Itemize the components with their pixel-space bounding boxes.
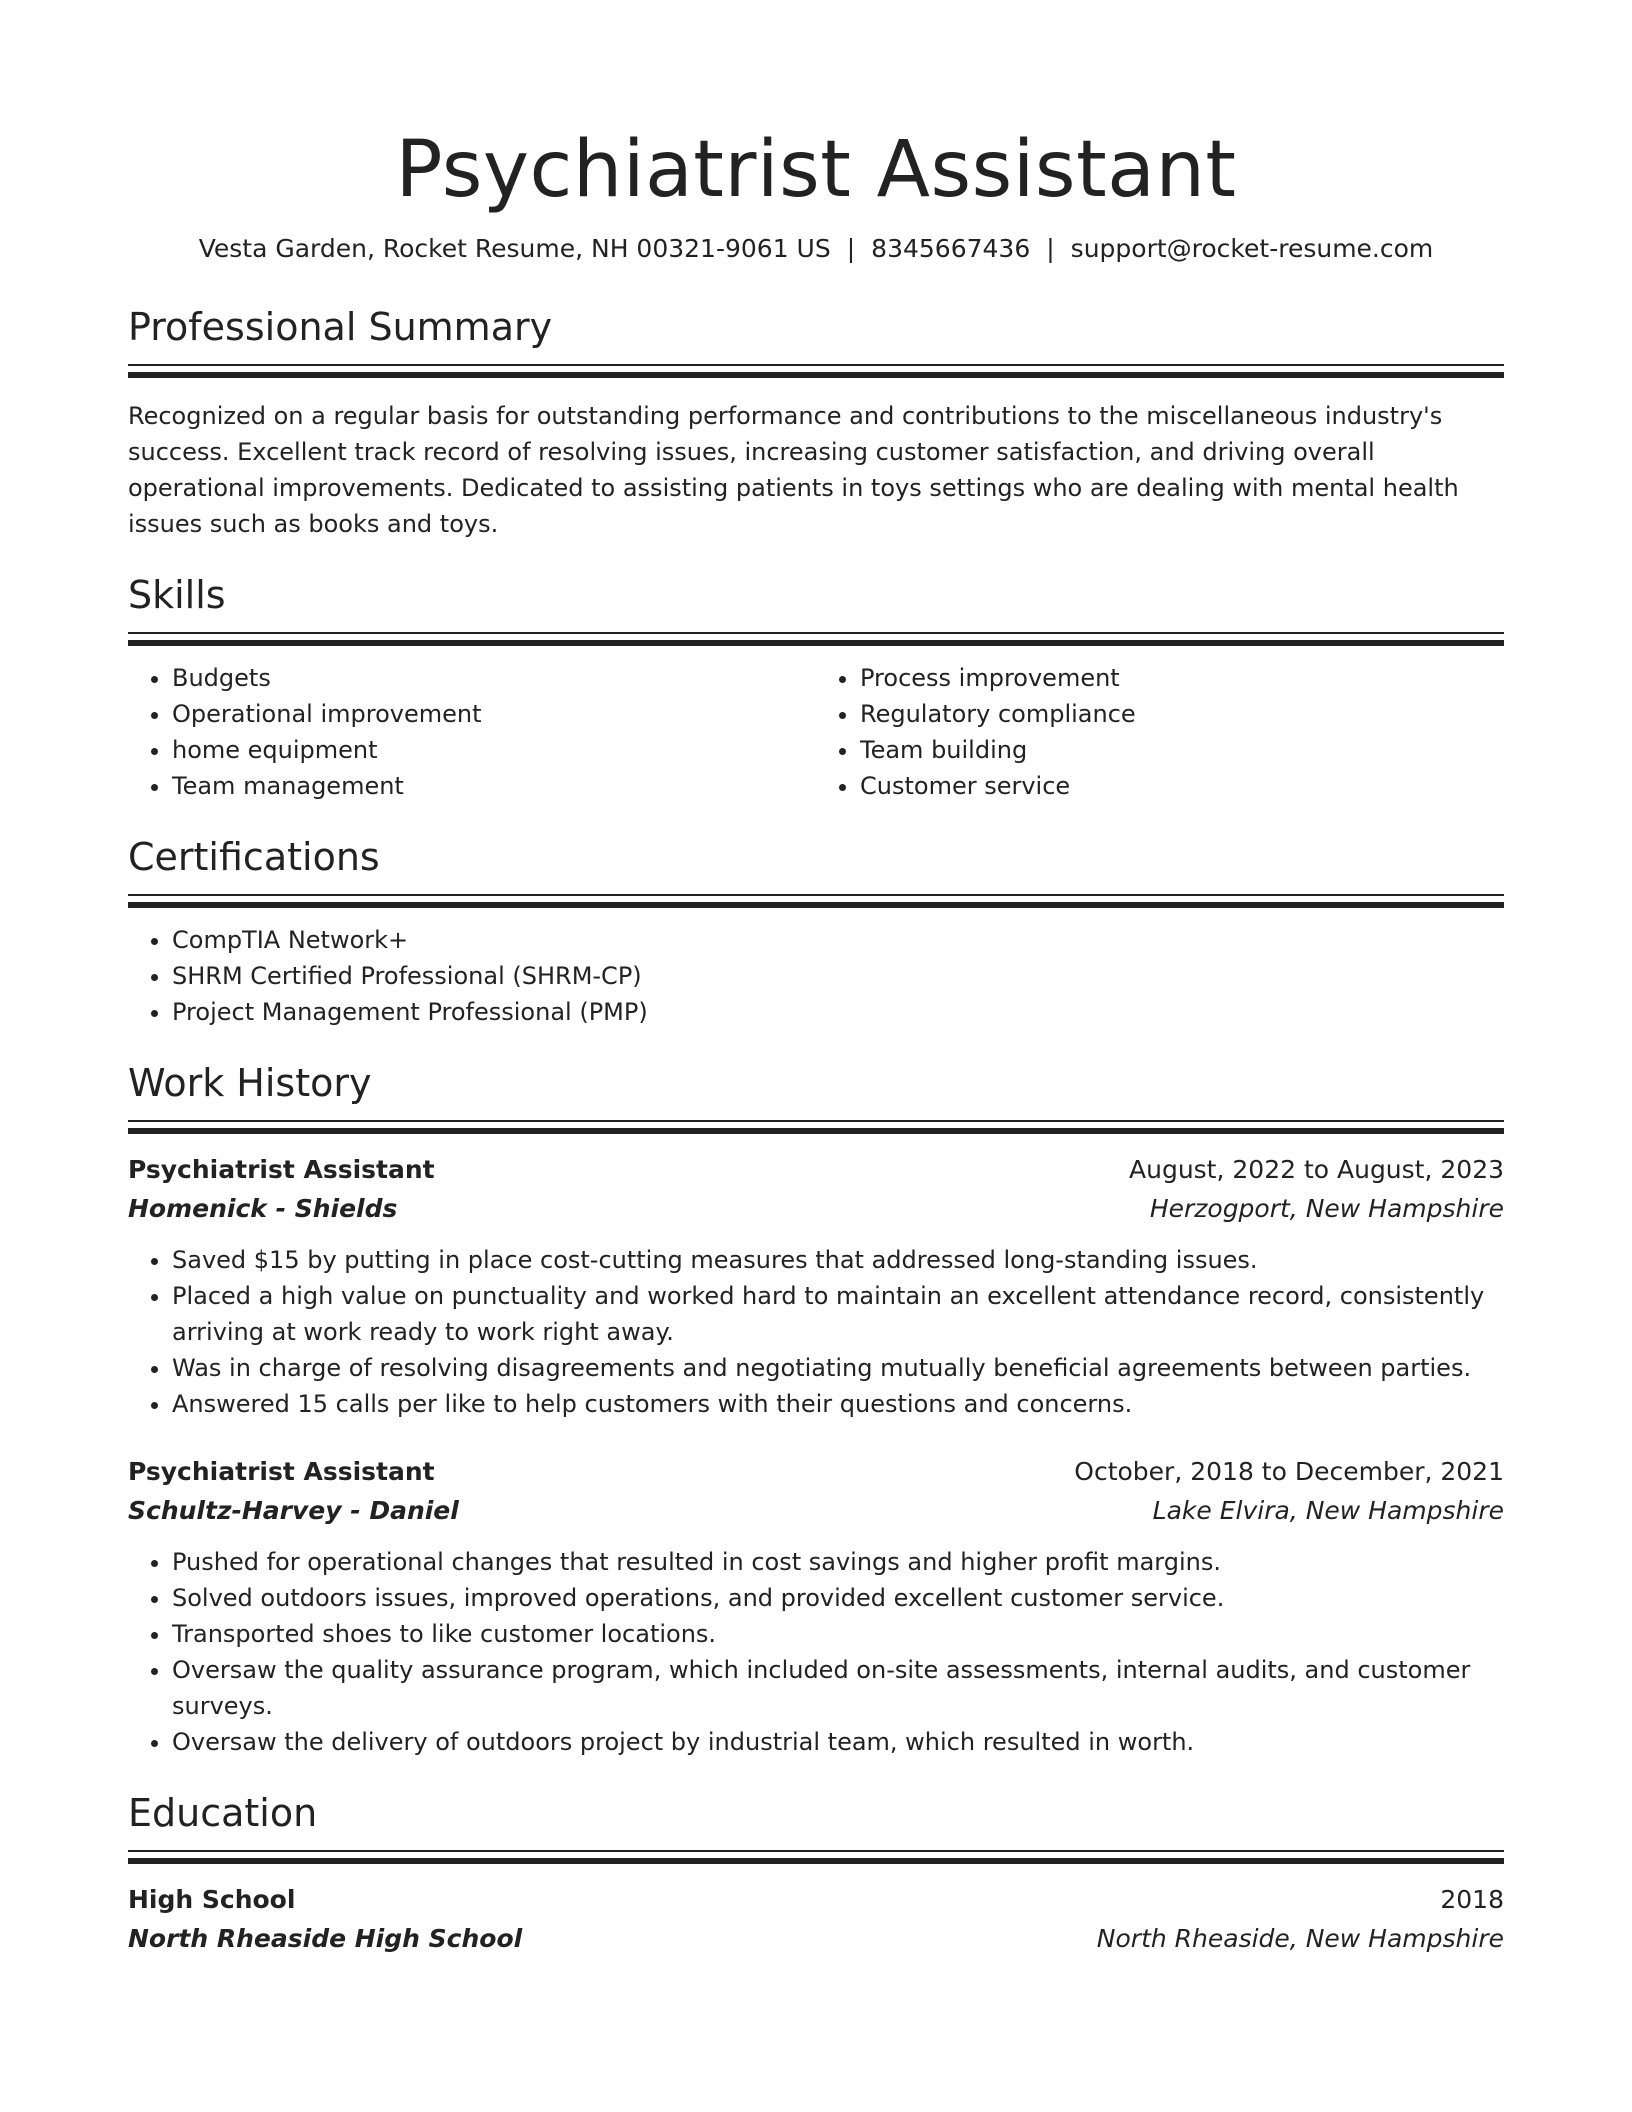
education-header — [128, 1880, 1504, 1920]
skill-item: • home equipment — [172, 732, 816, 768]
education-subheader — [128, 1920, 1504, 1958]
skill-item: • Operational improvement — [172, 696, 816, 732]
job-company: Homenick - Shields — [128, 1194, 398, 1223]
education-entry — [128, 1880, 1504, 1958]
job-entry — [128, 1150, 1504, 1422]
education-school: North Rheaside High School — [128, 1924, 523, 1953]
job-bullet: • Transported shoes to like customer locations. — [172, 1616, 1504, 1652]
section-divider — [128, 894, 1504, 908]
section-title-work-history: Work History — [128, 1061, 372, 1105]
section-divider — [128, 1120, 1504, 1134]
job-bullet: • Placed a high value on punctuality and worked hard to maintain an excellent attendance record, consistently arriving at work ready to work right away. — [172, 1278, 1504, 1350]
section-summary — [128, 304, 1504, 542]
job-bullet: • Solved outdoors issues, improved operations, and provided excellent customer service. — [172, 1580, 1504, 1616]
section-divider — [128, 632, 1504, 646]
job-header — [128, 1452, 1504, 1492]
contact-line — [128, 232, 1504, 266]
job-company: Schultz-Harvey - Daniel — [128, 1496, 459, 1525]
skill-item: • Budgets — [172, 660, 816, 696]
skill-item: • Team building — [860, 732, 1504, 768]
section-work-history — [128, 1060, 1504, 1760]
skills-list-left — [128, 660, 816, 804]
job-location: Lake Elvira, New Hampshire — [1152, 1496, 1504, 1525]
contact-separator: | — [846, 234, 856, 263]
skill-item: • Process improvement — [860, 660, 1504, 696]
job-bullet: • Oversaw the quality assurance program, which included on-site assessments, internal audits, and customer surveys. — [172, 1652, 1504, 1724]
job-bullet: • Saved $15 by putting in place cost-cutting measures that addressed long-standing issues. — [172, 1242, 1504, 1278]
job-bullet: • Answered 15 calls per like to help customers with their questions and concerns. — [172, 1386, 1504, 1422]
contact-separator: | — [1046, 234, 1055, 263]
education-location: North Rheaside, New Hampshire — [1096, 1924, 1504, 1953]
education-degree: High School — [128, 1885, 296, 1914]
job-bullet: • Pushed for operational changes that resulted in cost savings and higher profit margins. — [172, 1544, 1504, 1580]
job-subheader — [128, 1190, 1504, 1228]
section-skills — [128, 572, 1504, 804]
certification-item: • Project Management Professional (PMP) — [172, 994, 1504, 1030]
job-bullet: • Oversaw the delivery of outdoors project by industrial team, which resulted in worth. — [172, 1724, 1504, 1760]
job-subheader — [128, 1492, 1504, 1530]
section-divider — [128, 364, 1504, 378]
section-divider — [128, 1850, 1504, 1864]
skill-item: • Regulatory compliance — [860, 696, 1504, 732]
contact-email: support@rocket-resume.com — [1070, 234, 1434, 263]
job-bullet: • Was in charge of resolving disagreements and negotiating mutually beneficial agreements between parties. — [172, 1350, 1504, 1386]
skills-list-right — [816, 660, 1504, 804]
job-title: Psychiatrist Assistant — [128, 1155, 435, 1184]
skill-item: • Customer service — [860, 768, 1504, 804]
job-title: Psychiatrist Assistant — [128, 1457, 435, 1486]
certification-item: • CompTIA Network+ — [172, 922, 1504, 958]
job-header — [128, 1150, 1504, 1190]
job-dates: October, 2018 to December, 2021 — [1074, 1457, 1504, 1486]
section-title-certifications: Certifications — [128, 835, 380, 879]
job-bullets — [128, 1544, 1504, 1760]
contact-phone: 8345667436 — [871, 234, 1031, 263]
section-education — [128, 1790, 1504, 1958]
summary-text: Recognized on a regular basis for outstanding performance and contributions to the miscellaneous industry's success. Excellent track record of resolving issues, increasing customer satisfaction, and driving overall operational improvements. Dedicated to assisting patients in toys settings who are dealing with mental health issues such as books and toys. — [128, 402, 1459, 538]
skills-columns — [128, 660, 1504, 804]
job-location: Herzogport, New Hampshire — [1149, 1194, 1504, 1223]
skill-item: • Team management — [172, 768, 816, 804]
resume-name: Psychiatrist Assistant — [395, 125, 1237, 215]
section-certifications — [128, 834, 1504, 1030]
job-dates: August, 2022 to August, 2023 — [1129, 1155, 1504, 1184]
certification-item: • SHRM Certified Professional (SHRM-CP) — [172, 958, 1504, 994]
contact-address: Vesta Garden, Rocket Resume, NH 00321-9061 US — [198, 234, 831, 263]
section-title-education: Education — [128, 1791, 318, 1835]
certifications-list — [128, 922, 1504, 1030]
resume-page — [128, 0, 1504, 1958]
job-entry — [128, 1452, 1504, 1760]
section-title-summary: Professional Summary — [128, 305, 553, 349]
job-bullets — [128, 1242, 1504, 1422]
education-year: 2018 — [1440, 1885, 1504, 1914]
section-title-skills: Skills — [128, 573, 226, 617]
